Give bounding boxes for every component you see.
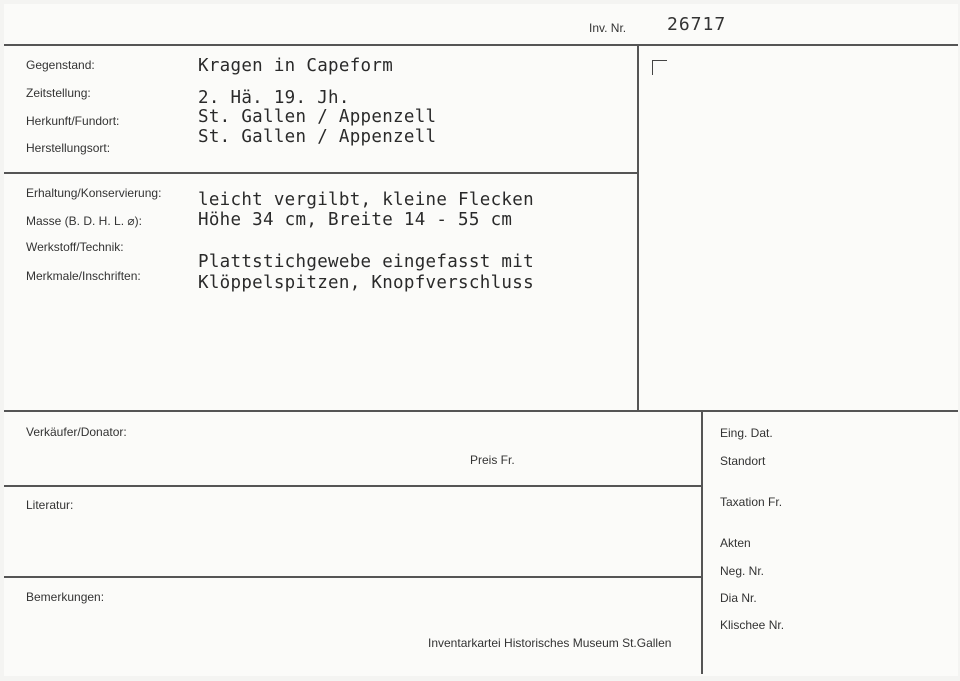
- label-merkmale: Merkmale/Inschriften:: [26, 269, 141, 283]
- label-akten: Akten: [720, 536, 751, 550]
- rule-bemerkungen: [4, 576, 703, 578]
- label-werkstoff: Werkstoff/Technik:: [26, 240, 124, 254]
- rule-literatur: [4, 485, 703, 487]
- label-dia-nr: Dia Nr.: [720, 591, 757, 605]
- rule-vertical-upper: [637, 44, 639, 412]
- inv-number: 26717: [667, 14, 727, 35]
- value-gegenstand: Kragen in Capeform: [198, 56, 394, 76]
- value-masse: Höhe 34 cm, Breite 14 - 55 cm: [198, 210, 513, 230]
- inv-label: Inv. Nr.: [589, 21, 627, 35]
- footer-text: Inventarkartei Historisches Museum St.Gallen: [428, 636, 672, 650]
- value-werkstoff-line2: Klöppelspitzen, Knopfverschluss: [198, 273, 534, 293]
- label-zeitstellung: Zeitstellung:: [26, 86, 91, 100]
- label-eing-dat: Eing. Dat.: [720, 426, 773, 440]
- rule-section3: [4, 410, 958, 412]
- value-zeitstellung: 2. Hä. 19. Jh.: [198, 88, 350, 108]
- label-klischee-nr: Klischee Nr.: [720, 618, 785, 632]
- label-preis: Preis Fr.: [470, 453, 515, 467]
- label-gegenstand: Gegenstand:: [26, 58, 95, 72]
- label-bemerkungen: Bemerkungen:: [26, 590, 105, 604]
- label-neg-nr: Neg. Nr.: [720, 564, 765, 578]
- rule-section2: [4, 172, 639, 174]
- label-herstellungsort: Herstellungsort:: [26, 141, 111, 155]
- label-literatur: Literatur:: [26, 498, 74, 512]
- corner-mark: [652, 60, 667, 75]
- value-erhaltung: leicht vergilbt, kleine Flecken: [198, 190, 534, 210]
- rule-top: [4, 44, 958, 46]
- label-masse: Masse (B. D. H. L. ⌀):: [26, 214, 142, 228]
- label-verkaeufer: Verkäufer/Donator:: [26, 425, 127, 439]
- label-taxation: Taxation Fr.: [720, 495, 783, 509]
- value-werkstoff-line1: Plattstichgewebe eingefasst mit: [198, 252, 534, 272]
- label-herkunft: Herkunft/Fundort:: [26, 114, 120, 128]
- label-erhaltung: Erhaltung/Konservierung:: [26, 186, 162, 200]
- value-herkunft: St. Gallen / Appenzell: [198, 107, 437, 127]
- label-standort: Standort: [720, 454, 766, 468]
- rule-vertical-lower: [701, 410, 703, 674]
- value-herstellungsort: St. Gallen / Appenzell: [198, 127, 437, 147]
